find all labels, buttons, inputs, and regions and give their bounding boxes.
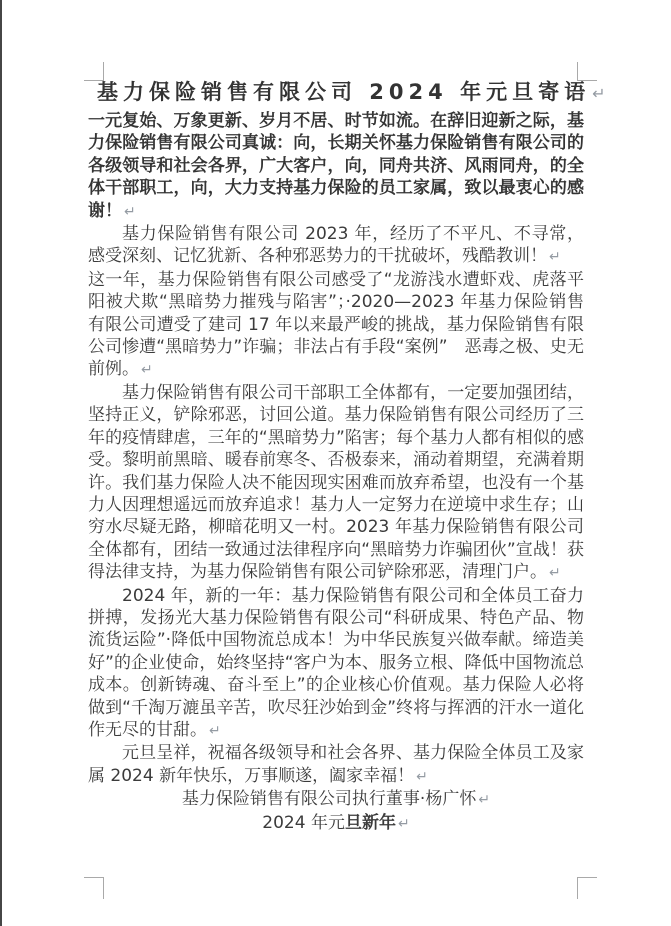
paragraph-mark-icon: ↵ (478, 792, 491, 809)
paragraph-mark-icon: ↵ (397, 815, 410, 832)
paragraph-mark-icon: ↵ (416, 768, 428, 785)
document-title-text: 基力保险销售有限公司 2024 年元旦寄语 (97, 80, 591, 104)
paragraph-5 (88, 585, 584, 743)
crop-mark-bottom-right-icon (577, 877, 597, 899)
window-left-edge (0, 0, 2, 926)
paragraph-mark-icon: ↵ (549, 249, 561, 266)
paragraph-mark-icon: ↵ (124, 203, 136, 220)
text-run: 基力保险销售有限公司 2023 年，经历了不平凡、不寻常，感受深刻、记忆犹新、各种邪恶势力的干扰破坏，残酷教训！ (88, 224, 584, 267)
paragraph-1 (88, 110, 584, 223)
paragraph-mark-icon: ↵ (141, 362, 153, 379)
text-run: 2024 年元 (262, 812, 345, 833)
document-title (97, 79, 606, 107)
text-run: 基力保险销售有限公司干部职工全体都有，一定要加强团结，坚持正义，铲除邪恶，讨回公道。基力保险销售有限公司经历了三年的疫情肆虐，三年的“黑暗势力”陷害；每个基力人都有相似的感受。黎明前黑暗、暖春前寒冬、否极泰来，涌动着期望，充满着期许。我们基力保险人决不能因现实困难而放弃希望，也没有一个基力人因理想遥远而放弃追求！基力人一定努力在逆境中求生存；山穷水尽疑无路，柳暗花明又一村。2023 年基力保险销售有限公司全体都有，团结一致通过法律程序向“黑暗势力诈骗团伙”宣战！获得法律支持，为基力保险销售有限公司铲除邪恶，清理门户。 (88, 382, 584, 583)
paragraph-4 (88, 382, 584, 585)
paragraph-2 (88, 223, 584, 269)
text-run: 这一年，基力保险销售有限公司感受了“龙游浅水遭虾戏、虎落平阳被犬欺“黑暗势力摧残与陷害”；·2020—2023 年基力保险销售有限公司遭受了建司 17 年以来最严峻的挑战，基力保险销售有限公司惨遭“黑暗势力”诈骗；非法占有手段“案例” 恶毒之极、史无前例。 (88, 269, 584, 380)
paragraph-3 (88, 269, 584, 382)
paragraph-mark-icon: ↵ (209, 722, 221, 739)
text-run: 2024 年，新的一年：基力保险销售有限公司和全体员工奋力拼搏，发扬光大基力保险销售有限公司“科研成果、特色产品、物流货运险”·降低中国物流总成本！为中华民族复兴做奉献。缔造美好”的企业使命，始终坚持“客户为本、服务立根、降低中国物流总成本。创新铸魂、奋斗至上”的企业核心价值观。基力保险人必将做到“千淘万漉虽辛苦，吹尽狂沙始到金”终将与挥洒的汗水一道化作无尽的甘甜。 (88, 585, 584, 740)
paragraph-mark-icon: ↵ (592, 84, 606, 103)
paragraphs (88, 110, 584, 835)
text-run: 旦新年 (344, 812, 396, 833)
text-run: 一元复始、万象更新、岁月不居、时节如流。在辞旧迎新之际，基力保险销售有限公司真诚：向，长期关怀基力保险销售有限公司的各级领导和社会各界，广大客户，向，同舟共济、风雨同舟，的全体干部职工，向，大力支持基力保险的员工家属，致以最衷心的感谢！ (88, 111, 584, 221)
paragraph-mark-icon: ↵ (549, 565, 561, 582)
crop-mark-bottom-left-icon (84, 877, 104, 899)
text-run: 基力保险销售有限公司执行董事·杨广怀 (181, 789, 477, 810)
paragraph-6 (88, 742, 584, 788)
text-run: 元旦呈祥，祝福各级领导和社会各界、基力保险全体员工及家属 2024 新年快乐，万事顺遂，阖家幸福！ (88, 743, 584, 786)
paragraph-7 (88, 788, 584, 811)
text-area[interactable] (88, 79, 606, 835)
paragraph-8 (88, 812, 584, 835)
